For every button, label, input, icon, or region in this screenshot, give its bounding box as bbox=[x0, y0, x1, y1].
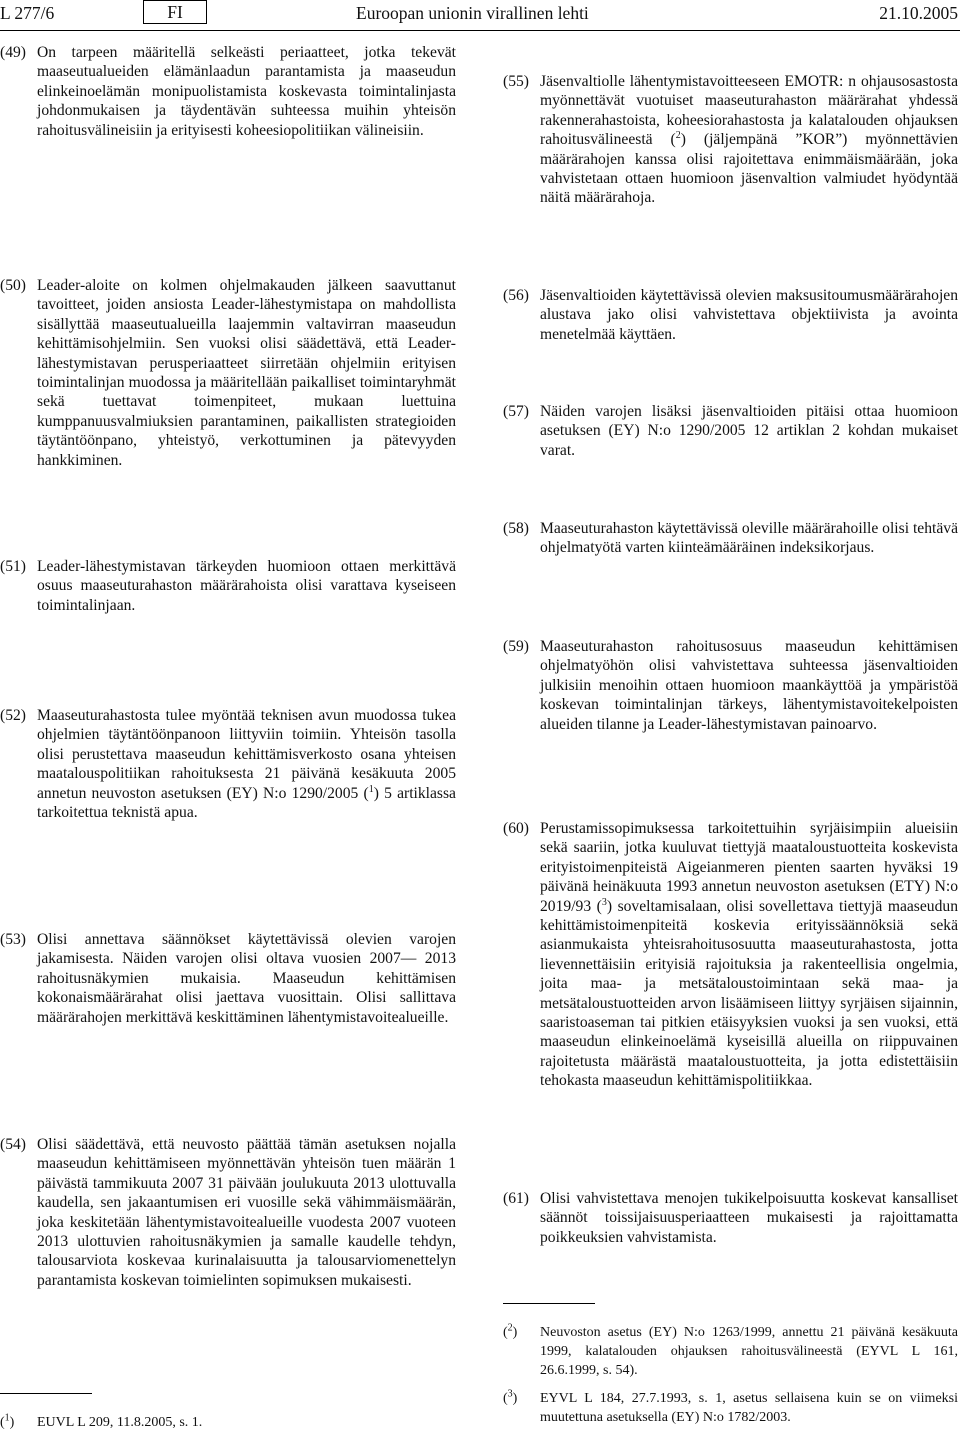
recital-57 bbox=[503, 402, 958, 460]
footnote-3 bbox=[503, 1389, 958, 1427]
footnote-mark: ($^2$) bbox=[503, 1322, 518, 1340]
recital-number: (54) bbox=[0, 1136, 26, 1153]
footnote-text: EYVL L 184, 27.7.1993, s. 1, asetus sellaisena kuin se on viimeksi muutettuna asetuksella (EY) N:o 1782/2003. bbox=[540, 1391, 958, 1425]
recital-number: (60) bbox=[503, 820, 529, 837]
recital-text: Olisi annettava säännökset käytettävissä olevien varojen jakamisesta. Näiden varojen olisi oltava vuosien 2007— 2013 rahoitusnäkymien mukaisia. Maaseudun kehittämisen kokonaismäärärahat olisi jaettava vuosittain. Olisi sallittava määrärahojen merkittävä keskittäminen lähentymistavoitealueille. bbox=[37, 931, 456, 1026]
header-rule bbox=[0, 30, 960, 31]
recital-number: (53) bbox=[0, 931, 26, 948]
recital-number: (61) bbox=[503, 1190, 529, 1207]
recital-text: Olisi säädettävä, että neuvosto päättää tämän asetuksen nojalla maaseudun kehittämiseen myönnettävän yhteisön tuen määrän 1 päivästä tammikuuta 2007 31 päivään joulukuuta 2013 ulottuvalla kaudella, sen jakaantumisen eri vuosille sekä vähimmäismäärän, joka keskitetään lähentymistavoitealueille vuodesta 2007 vuoteen 2013 ulottuvien rahoitusnäkymien ja samalle kaudelle tehdyn, talousarviota koskevaa kurinalaisuutta ja talousarviomenettelyn parantamista koskevan toimielinten sopimuksen mukaisesti. bbox=[37, 1136, 456, 1289]
recital-text: Jäsenvaltiolle lähentymistavoitteeseen EMOTR: n ohjausosastosta myönnettävät vuotuiset maaseuturahaston määrärahat yhdessä rakennerahastoista, koheesiorahastosta ja kalatalouden ohjauksen rahoitusvälineestä ($^2$) (jäljempänä ”KOR”) myönnettävien määrärahojen kanssa olisi rajoitettava enimmäismäärään, joka vahvistetaan ottaen huomioon jäsenvaltion valmiudet hyödyntää näitä määrärahoja. bbox=[540, 73, 958, 207]
recital-53 bbox=[0, 930, 456, 1027]
recital-number: (51) bbox=[0, 558, 26, 575]
recital-text: Perustamissopimuksessa tarkoitettuihin syrjäisimpiin alueisiin sekä saariin, jotka kuuluvat tiettyjä maataloustuotteita koskevista erityistoimenpiteistä Aigeianmeren pienten saarten hyväksi 19 päivänä heinäkuuta 1993 annetun neuvoston asetuksen (ETY) N:o 2019/93 ($^3$) soveltamisalaan, olisi sovellettava tiettyjä maaseudun kehittämistoimenpiteitä koskevia erityissäännöksiä sekä asianmukaista yhteisrahoitusosuutta maaseuturahastosta, jotta lievennettäisiin erityisiä rajoituksia ja rakenteellisia ongelmia, joita maa- ja metsätaloustoimintaan sekä maa- ja metsätaloustuotteiden arvon lisäämiseen liittyy syrjäisen sijainnin, saaristoaseman tai pitkien etäisyyksien vuoksi ja sen vuoksi, että maaseudun elinkeinoelämä kyseisillä alueilla on riippuvainen rajoitetusta määrästä maataloustuotteita, ja jotta edistettäisiin tehokasta maaseudun kehittämispolitiikkaa. bbox=[540, 820, 958, 1090]
page-reference: L 277/6 bbox=[0, 3, 55, 23]
recital-51 bbox=[0, 557, 456, 615]
recital-number: (55) bbox=[503, 73, 529, 90]
journal-title: Euroopan unionin virallinen lehti bbox=[356, 3, 589, 23]
footnote-mark: ($^1$) bbox=[0, 1412, 15, 1430]
recital-58 bbox=[503, 519, 958, 558]
recital-number: (49) bbox=[0, 44, 26, 61]
recital-number: (58) bbox=[503, 520, 529, 537]
footnote-rule-right bbox=[503, 1303, 595, 1304]
language-code-box: FI bbox=[143, 0, 207, 24]
recital-number: (52) bbox=[0, 707, 26, 724]
recital-number: (56) bbox=[503, 287, 529, 304]
recital-59 bbox=[503, 637, 958, 734]
footnote-text: Neuvoston asetus (EY) N:o 1263/1999, annettu 21 päivänä kesäkuuta 1999, kalatalouden ohjauksen rahoitusvälineestä (EYVL L 161, 26.6.1999, s. 54). bbox=[540, 1325, 958, 1378]
recital-49 bbox=[0, 43, 456, 140]
publication-date: 21.10.2005 bbox=[879, 3, 958, 23]
footnote-text: EUVL L 209, 11.8.2005, s. 1. bbox=[37, 1415, 203, 1430]
recital-56 bbox=[503, 286, 958, 344]
footnote-rule-left bbox=[0, 1393, 92, 1394]
recital-text: Leader-lähestymistavan tärkeyden huomioon ottaen merkittävä osuus maaseuturahaston määrärahoista olisi varattava kyseiseen toimintalinjaan. bbox=[37, 558, 456, 614]
footnote-1 bbox=[0, 1413, 456, 1432]
recital-61 bbox=[503, 1189, 958, 1247]
recital-52 bbox=[0, 706, 456, 822]
recital-number: (59) bbox=[503, 638, 529, 655]
recital-text: Olisi vahvistettava menojen tukikelpoisuutta koskevat kansalliset säännöt toissijaisuusperiaatteen mukaisesti ja rajoittamatta poikkeuksien vahvistamista. bbox=[540, 1190, 958, 1246]
recital-text: Maaseuturahaston rahoitusosuus maaseudun kehittämisen ohjelmatyöhön olisi vahvistettava suhteessa jäsenvaltioiden julkisiin menoihin ottaen huomioon maankäyttöä ja ympäristöä koskevan toimintalinjan tärkeys, lähentymistavoitekelpoisten alueiden tilanne ja Leader-lähestymistavan painoarvo. bbox=[540, 638, 958, 733]
recital-text: On tarpeen määritellä selkeästi periaatteet, jotka tekevät maaseutualueiden elämänlaadun parantamista ja maaseudun elinkeinoelämän monipuolistamista koskevasta toimintalinjasta johdonmukaisen ja täydentävän suhteessa muihin yhteisön rahoitusvälineisiin ja erityisesti koheesiopolitiikan välineisiin. bbox=[37, 44, 456, 139]
recital-text: Maaseuturahaston käytettävissä oleville määrärahoille olisi tehtävä ohjelmatyötä varten kiinteämääräinen indeksikorjaus. bbox=[540, 520, 958, 557]
recital-number: (50) bbox=[0, 277, 26, 294]
footnote-mark: ($^3$) bbox=[503, 1388, 518, 1406]
footnote-2 bbox=[503, 1323, 958, 1380]
recital-text: Maaseuturahastosta tulee myöntää teknisen avun muodossa tukea ohjelmien täytäntöönpanoon liittyviin toimiin. Yhteisön tasolla olisi perustettava maaseudun kehittämisverkosto osana yhteisen maatalouspolitiikan rahoituksesta 21 päivänä kesäkuuta 2005 annetun neuvoston asetuksen (EY) N:o 1290/2005 ($^1$) 5 artiklassa tarkoitettua teknistä apua. bbox=[37, 707, 456, 822]
recital-number: (57) bbox=[503, 403, 529, 420]
recital-50 bbox=[0, 276, 456, 470]
recital-55 bbox=[503, 72, 958, 208]
recital-text: Jäsenvaltioiden käytettävissä olevien maksusitoumusmäärärahojen alustava jako olisi vahvistettava objektiivista ja avointa menetelmää käyttäen. bbox=[540, 287, 958, 343]
page-header bbox=[0, 0, 960, 26]
recital-60 bbox=[503, 819, 958, 1091]
recital-text: Leader-aloite on kolmen ohjelmakauden jälkeen saavuttanut tavoitteet, joiden ansiosta Leader-lähestymistapa on mahdollista sisällyttää maaseutualueilla laajemmin valtavirran maaseudun kehittämisohjelmiin. Sen vuoksi olisi säädettävä, että Leader-lähestymistavan perusperiaatteet siirretään ohjelmiin erityisen toimintalinjan muodossa ja määritellään paikalliset toimintaryhmät sekä tuettavat toimenpiteet, mukaan luettuina kumppanuusvalmiuksien parantaminen, paikallisten strategioiden täytäntöönpano, yhteistyö, verkottuminen ja pätevyyden hankkiminen. bbox=[37, 277, 456, 469]
recital-54 bbox=[0, 1135, 456, 1290]
recital-text: Näiden varojen lisäksi jäsenvaltioiden pitäisi ottaa huomioon asetuksen (EY) N:o 1290/2005 12 artiklan 2 kohdan mukaiset varat. bbox=[540, 403, 958, 459]
